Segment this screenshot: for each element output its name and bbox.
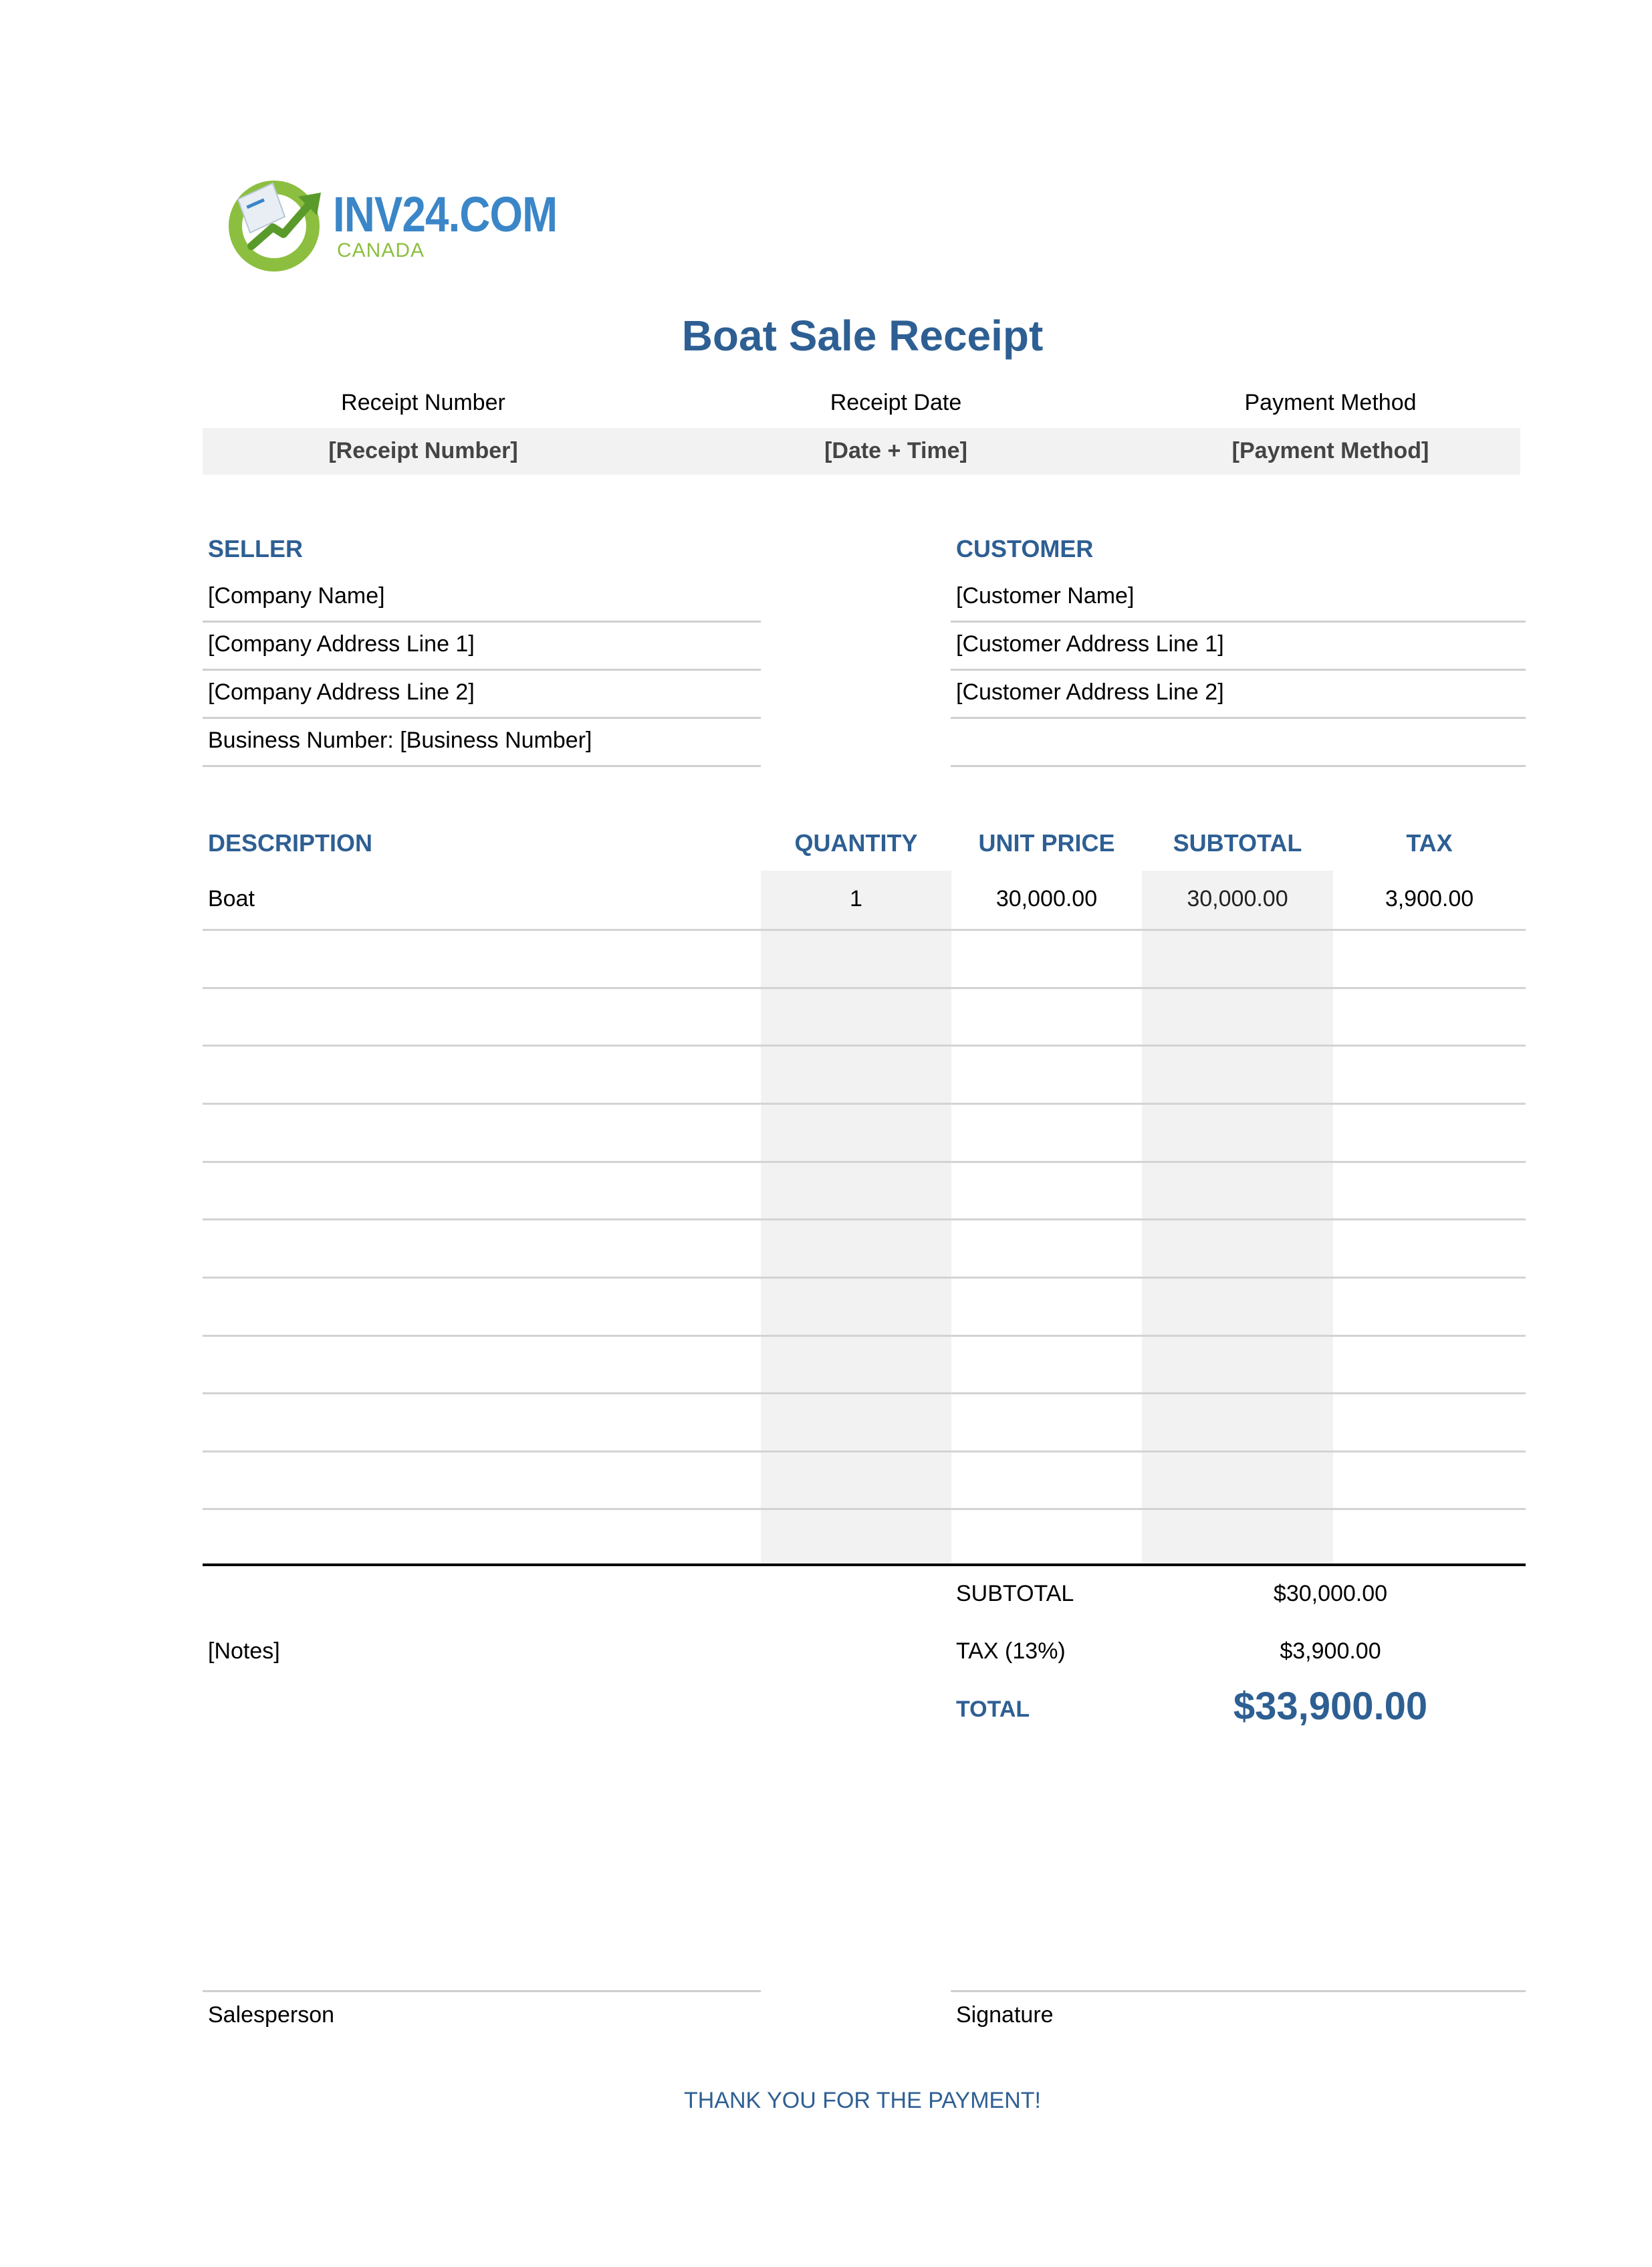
total-value: $33,900.00 xyxy=(1233,1685,1428,1728)
customer-address-line-1[interactable]: [Customer Address Line 1] xyxy=(956,631,1224,657)
item-tax: 3,900.00 xyxy=(1385,886,1474,911)
thank-you-message: THANK YOU FOR THE PAYMENT! xyxy=(684,2088,1041,2113)
subtotal-label: SUBTOTAL xyxy=(956,1581,1074,1606)
col-header-quantity: QUANTITY xyxy=(794,829,918,857)
col-header-subtotal: SUBTOTAL xyxy=(1173,829,1302,857)
table-row-divider xyxy=(203,987,1526,989)
salesperson-label: Salesperson xyxy=(208,2002,335,2028)
divider xyxy=(203,765,761,767)
customer-name[interactable]: [Customer Name] xyxy=(956,583,1135,609)
table-row-divider xyxy=(203,1508,1526,1510)
receipt-date-value[interactable]: [Date + Time] xyxy=(824,438,967,463)
signature-line xyxy=(951,1990,1526,1992)
customer-heading: CUSTOMER xyxy=(956,535,1094,562)
table-row-divider xyxy=(203,1045,1526,1047)
seller-heading: SELLER xyxy=(208,535,304,562)
logo-text: INV24.COM xyxy=(333,187,558,242)
table-bottom-rule xyxy=(203,1563,1526,1566)
tax-label: TAX (13%) xyxy=(956,1638,1066,1664)
divider xyxy=(951,765,1526,767)
subtotal-column-shade xyxy=(1142,871,1333,1563)
salesperson-line xyxy=(203,1990,761,1992)
receipt-number-label: Receipt Number xyxy=(341,390,505,415)
divider xyxy=(203,717,761,719)
receipt-date-label: Receipt Date xyxy=(830,390,962,415)
divider xyxy=(951,717,1526,719)
col-header-unit-price: UNIT PRICE xyxy=(978,829,1115,857)
table-row-divider xyxy=(203,1218,1526,1220)
divider xyxy=(203,621,761,623)
growth-chart-logo-icon xyxy=(226,173,326,273)
item-unit-price[interactable]: 30,000.00 xyxy=(995,886,1098,911)
notes[interactable]: [Notes] xyxy=(208,1638,280,1664)
signature-label: Signature xyxy=(956,2002,1054,2028)
col-header-tax: TAX xyxy=(1406,829,1453,857)
customer-address-line-2[interactable]: [Customer Address Line 2] xyxy=(956,679,1224,705)
table-row-divider xyxy=(203,1335,1526,1337)
total-label: TOTAL xyxy=(956,1697,1030,1722)
company-logo xyxy=(226,173,558,273)
table-row-divider xyxy=(203,1392,1526,1394)
subtotal-value: $30,000.00 xyxy=(1273,1581,1388,1606)
item-subtotal: 30,000.00 xyxy=(1187,886,1288,911)
seller-company-name[interactable]: [Company Name] xyxy=(208,583,385,609)
logo-subtitle: CANADA xyxy=(337,239,425,261)
quantity-column-shade xyxy=(761,871,951,1563)
seller-address-line-1[interactable]: [Company Address Line 1] xyxy=(208,631,475,657)
table-row-divider xyxy=(203,1450,1526,1452)
payment-method-value[interactable]: [Payment Method] xyxy=(1231,438,1429,463)
table-row-divider xyxy=(203,1277,1526,1279)
divider xyxy=(951,621,1526,623)
table-row-divider xyxy=(203,1103,1526,1105)
payment-method-label: Payment Method xyxy=(1244,390,1417,415)
divider xyxy=(951,669,1526,671)
item-quantity[interactable]: 1 xyxy=(850,886,862,911)
document-title: Boat Sale Receipt xyxy=(681,312,1044,360)
table-row-divider xyxy=(203,1161,1526,1163)
table-row-divider xyxy=(203,929,1526,931)
receipt-number-value[interactable]: [Receipt Number] xyxy=(328,438,518,463)
divider xyxy=(203,669,761,671)
tax-value: $3,900.00 xyxy=(1280,1638,1381,1664)
item-description[interactable]: Boat xyxy=(208,886,255,911)
seller-business-number[interactable]: Business Number: [Business Number] xyxy=(208,728,592,753)
col-header-description: DESCRIPTION xyxy=(208,829,373,857)
seller-address-line-2[interactable]: [Company Address Line 2] xyxy=(208,679,475,705)
